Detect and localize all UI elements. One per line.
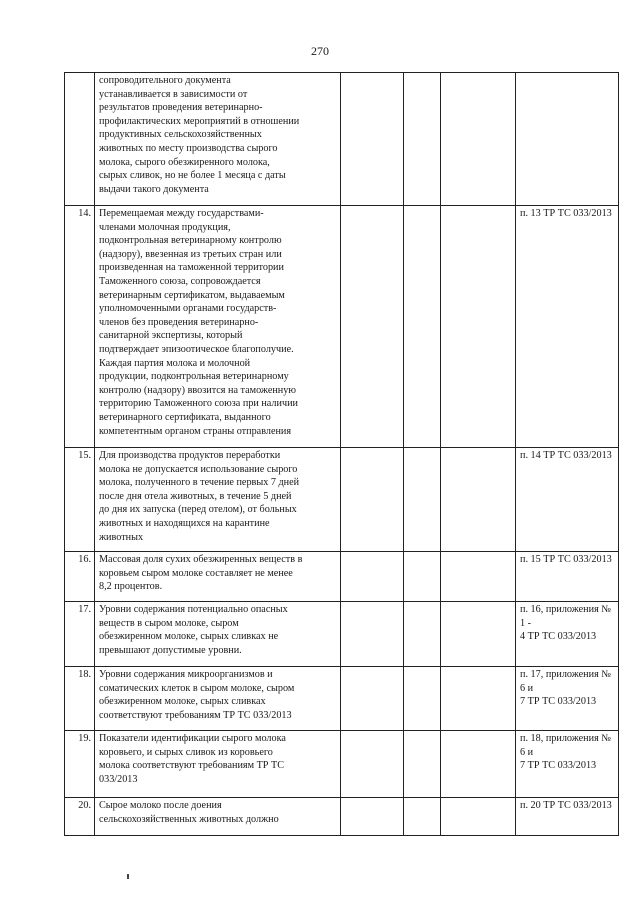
reference-text: п. 20 ТР ТС 033/2013	[520, 800, 612, 811]
answer-na-cell	[441, 73, 516, 206]
requirement-text: Уровни содержания потенциально опасных веществ в сыром молоке, сыром обезжиренном молоке, сырых сливках не превышают допустимые уровни.	[99, 604, 288, 656]
answer-na-cell	[441, 798, 516, 836]
answer-na-cell	[441, 667, 516, 731]
answer-no-cell	[404, 798, 441, 836]
requirement-text: Показатели идентификации сырого молока коровьего, и сырых сливок из коровьего молока соответствуют требованиям ТР ТС 033/2013	[99, 733, 286, 785]
answer-na-cell	[441, 552, 516, 602]
requirement-text: сопроводительного документа устанавливается в зависимости от результатов проведения ветеринарно- профилактических мероприятий в отношении продуктивных сельскохозяйственных животных по месту производства сырого молока, сырого обезжиренного молока, сырых сливок, но не более 1 месяца с даты выдачи такого документа	[99, 75, 300, 195]
answer-yes-cell	[341, 552, 404, 602]
table-row	[65, 73, 619, 206]
answer-na-cell	[441, 448, 516, 552]
answer-yes-cell	[341, 73, 404, 206]
reference-text: п. 15 ТР ТС 033/2013	[520, 554, 612, 565]
answer-yes-cell	[341, 602, 404, 667]
answer-no-cell	[404, 206, 441, 448]
answer-no-cell	[404, 667, 441, 731]
answer-no-cell	[404, 602, 441, 667]
table-row	[65, 552, 619, 602]
table-row	[65, 731, 619, 798]
table-row	[65, 448, 619, 552]
reference-text: п. 17, приложения № 6 и 7 ТР ТС 033/2013	[520, 669, 612, 708]
checklist-table	[64, 72, 619, 836]
reference-text: п. 18, приложения № 6 и 7 ТР ТС 033/2013	[520, 733, 612, 772]
table-row	[65, 667, 619, 731]
requirement-text: Массовая доля сухих обезжиренных веществ в коровьем сыром молоке составляет не менее 8,2 процентов.	[99, 554, 303, 593]
answer-no-cell	[404, 73, 441, 206]
answer-na-cell	[441, 206, 516, 448]
requirement-text: Сырое молоко после доения сельскохозяйственных животных должно	[99, 800, 279, 825]
row-number: 18.	[65, 667, 95, 731]
row-number: 17.	[65, 602, 95, 667]
row-number: 20.	[65, 798, 95, 836]
row-number: 15.	[65, 448, 95, 552]
answer-yes-cell	[341, 798, 404, 836]
answer-yes-cell	[341, 667, 404, 731]
requirement-text: Перемещаемая между государствами- членами молочная продукция, подконтрольная ветеринарному контролю (надзору), ввезенная из третьих стран или произведенная на таможенной территории Таможенного союза, сопровождается ветеринарным сертификатом, выдаваемым уполномоченными органами государств- членов без проведения ветеринарно- санитарной экспертизы, который подтверждает эпизоотическое благополучие. Каждая партия молока и молочной продукции, подконтрольная ветеринарному контролю (надзору) ввозится на таможенную территорию Таможенного союза при наличии ветеринарного сертификата, выданного компетентным органом страны отправления	[99, 208, 298, 437]
row-number: 19.	[65, 731, 95, 798]
answer-na-cell	[441, 731, 516, 798]
requirement-text: Уровни содержания микроорганизмов и соматических клеток в сыром молоке, сыром обезжиренном молоке, сырых сливках соответствуют требованиям ТР ТС 033/2013	[99, 669, 295, 721]
page-number: 270	[311, 44, 329, 58]
requirement-text: Для производства продуктов переработки молока не допускается использование сырого молока, полученного в течение первых 7 дней после дня отела животных, в течение 5 дней до дня их запуска (перед отелом), от больных животных и находящихся на карантине животных	[99, 450, 300, 543]
answer-no-cell	[404, 448, 441, 552]
answer-na-cell	[441, 602, 516, 667]
table-row	[65, 798, 619, 836]
row-number: 14.	[65, 206, 95, 448]
reference-text: п. 13 ТР ТС 033/2013	[520, 208, 612, 219]
answer-no-cell	[404, 552, 441, 602]
table-row	[65, 206, 619, 448]
row-number	[65, 73, 95, 206]
answer-no-cell	[404, 731, 441, 798]
answer-yes-cell	[341, 731, 404, 798]
answer-yes-cell	[341, 448, 404, 552]
reference-text: п. 16, приложения № 1 - 4 ТР ТС 033/2013	[520, 604, 612, 643]
answer-yes-cell	[341, 206, 404, 448]
row-number: 16.	[65, 552, 95, 602]
scan-speck	[127, 874, 129, 879]
table-row	[65, 602, 619, 667]
reference-text: п. 14 ТР ТС 033/2013	[520, 450, 612, 461]
